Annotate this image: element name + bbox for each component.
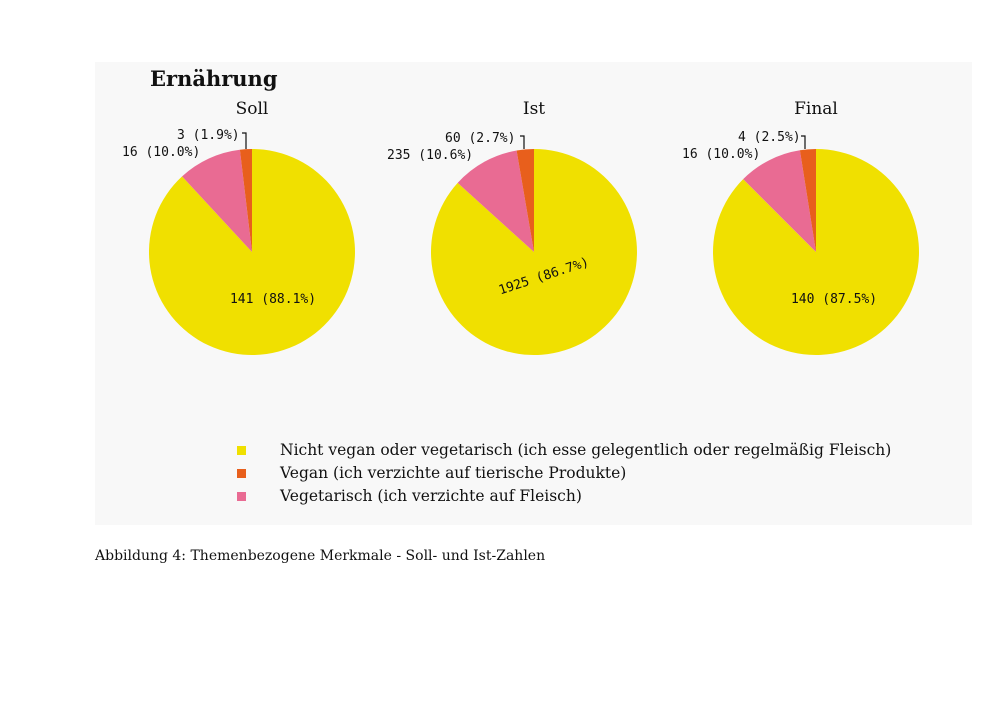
legend-label: Nicht vegan oder vegetarisch (ich esse gelegentlich oder regelmäßig Fleisch) bbox=[280, 441, 892, 459]
data-label: 3 (1.9%) bbox=[177, 128, 240, 143]
pie-title: Soll bbox=[235, 99, 269, 119]
legend-item bbox=[237, 441, 891, 459]
figure-caption: Abbildung 4: Themenbezogene Merkmale - Soll- und Ist-Zahlen bbox=[95, 548, 546, 564]
legend-item bbox=[237, 487, 582, 505]
data-label: 4 (2.5%) bbox=[738, 130, 801, 145]
data-label: 140 (87.5%) bbox=[790, 292, 878, 307]
data-label: 235 (10.6%) bbox=[387, 148, 474, 163]
legend-item bbox=[237, 464, 626, 482]
legend-swatch bbox=[237, 446, 246, 455]
data-label: 16 (10.0%) bbox=[682, 147, 761, 162]
data-label: 60 (2.7%) bbox=[445, 131, 516, 146]
pie-ist bbox=[387, 99, 637, 355]
legend-label: Vegan (ich verzichte auf tierische Produkte) bbox=[280, 464, 627, 482]
pie-title: Ist bbox=[522, 99, 546, 119]
label-leader-line bbox=[242, 133, 246, 149]
pie-final bbox=[682, 99, 919, 355]
legend-swatch bbox=[237, 469, 246, 478]
data-label: 141 (88.1%) bbox=[229, 292, 317, 307]
label-leader-line bbox=[520, 136, 524, 149]
label-leader-line bbox=[801, 136, 805, 149]
legend-label: Vegetarisch (ich verzichte auf Fleisch) bbox=[280, 487, 582, 505]
figure-panel bbox=[95, 62, 972, 525]
pie-title: Final bbox=[794, 99, 838, 119]
pie-soll bbox=[122, 99, 355, 355]
data-label: 1925 (86.7%) bbox=[496, 255, 591, 299]
legend-swatch bbox=[237, 492, 246, 501]
pie-chart-figure bbox=[95, 62, 972, 525]
chart-title: Ernährung bbox=[150, 66, 278, 91]
data-label: 16 (10.0%) bbox=[122, 145, 201, 160]
